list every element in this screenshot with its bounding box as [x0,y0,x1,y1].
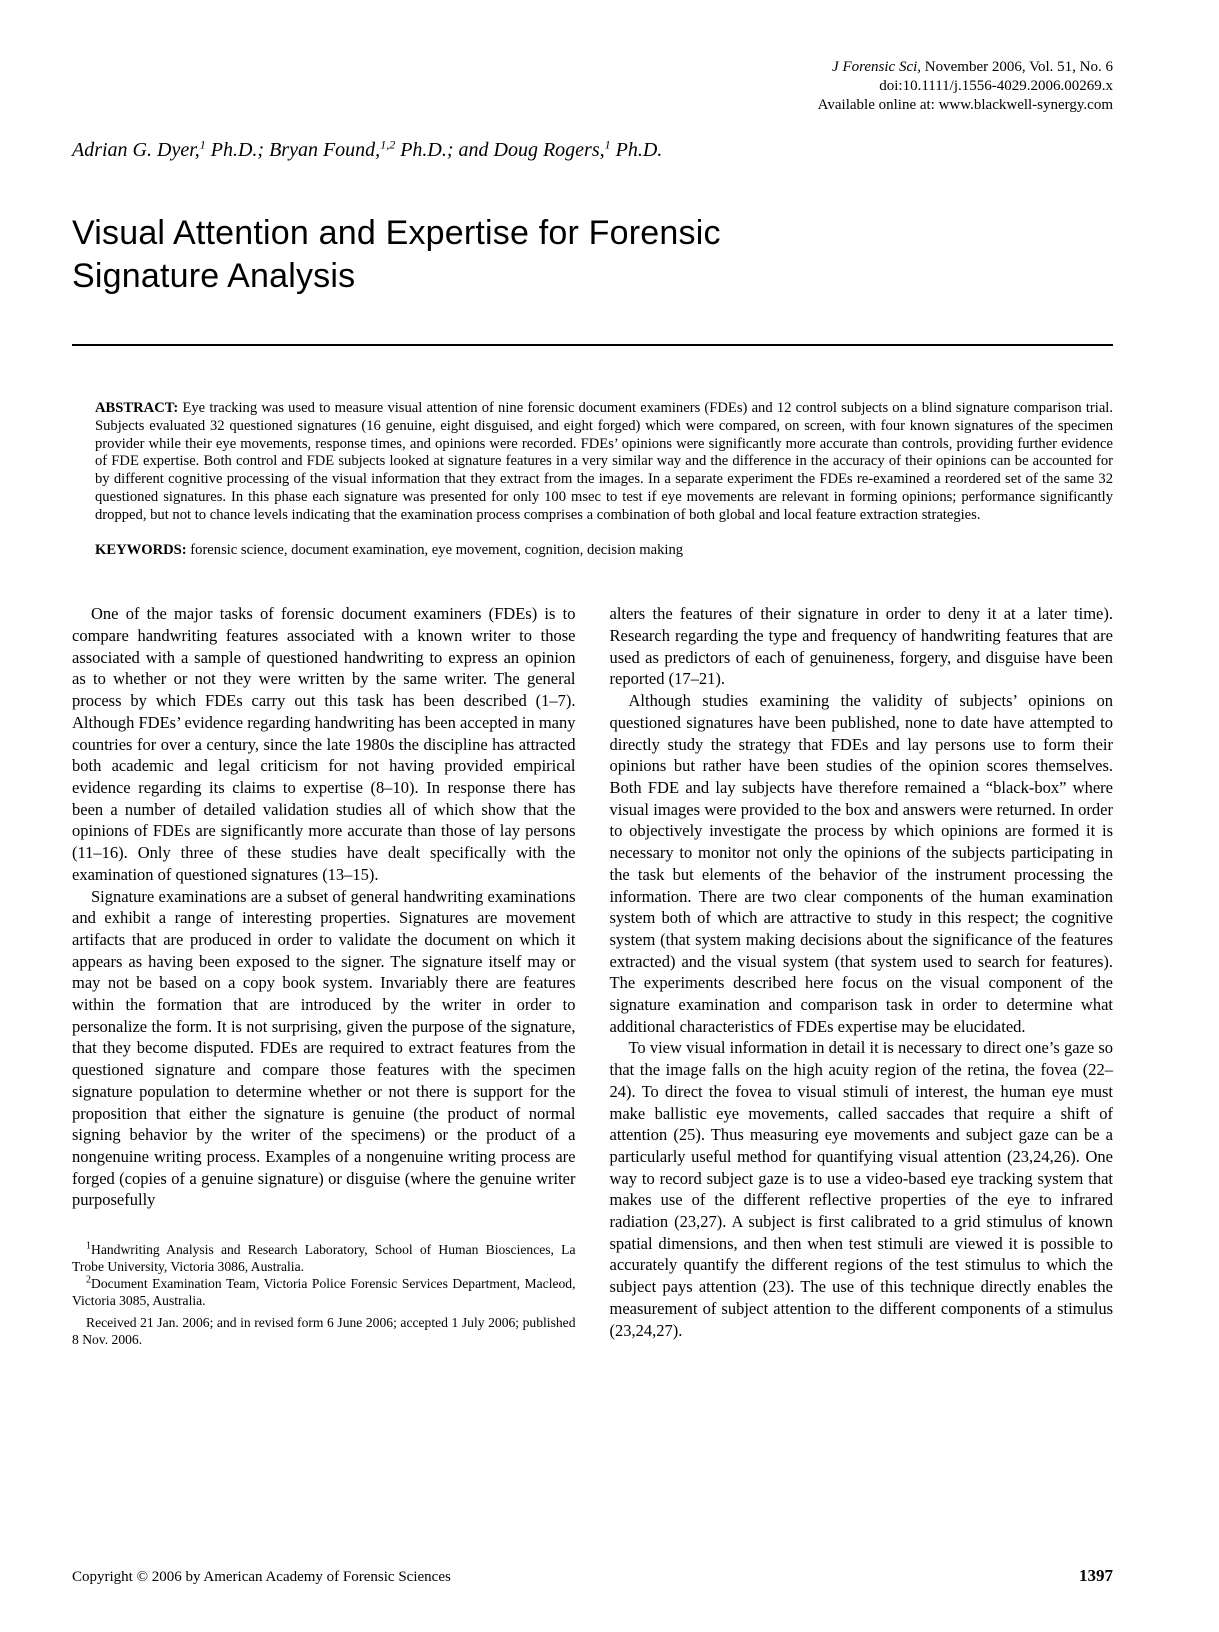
keywords-label: KEYWORDS: [95,541,187,558]
body-columns [72,603,1113,1348]
copyright-notice: Copyright © 2006 by American Academy of Forensic Sciences [72,1569,451,1585]
author-name: Ph.D.; Bryan Found, [205,139,381,161]
footnote-mark: 2 [86,1274,91,1286]
author-byline [72,139,1113,162]
abstract-label: ABSTRACT: [95,400,179,416]
footnotes-section [72,1241,576,1348]
doi-line: doi:10.1111/j.1556-4029.2006.00269.x [879,78,1113,94]
footnote-affiliation-2 [72,1275,576,1309]
page-number: 1397 [1079,1566,1113,1585]
footnote-affiliation-1 [72,1241,576,1275]
author-affiliation-mark: 1,2 [380,137,396,152]
body-paragraph: Signature examinations are a subset of general handwriting examinations and exhibit a range of interesting properties. Signatures are movement artifacts that are produced in order to validate the document on which it appears as having been exposed to the signer. The signature itself may or may not be based on a copy book system. Invariably there are features within the formation that are introduced by the writer in order to personalize the form. It is not surprising, given the purpose of the signature, that they become disputed. FDEs are required to extract features from the questioned signature and compare those features with the specimen signature population to determine whether or not there is support for the proposition that either the signature is genuine (the product of normal signing behavior by the writer of the specimens) or the product of a nongenuine writing process. Examples of a nongenuine writing process are forged (copies of a genuine signature) or disguise (where the genuine writer purposefully [72,886,576,1210]
body-paragraph: alters the features of their signature in order to deny it at a later time). Research regarding the type and frequency of handwriting features that are used as predictors of each of genuineness, forgery, and disguise have been reported (17–21). [609,604,1113,689]
journal-issue: November 2006, Vol. 51, No. 6 [921,59,1113,75]
abstract-section [95,400,1113,525]
left-column [72,603,576,1348]
body-paragraph: Although studies examining the validity of subjects’ opinions on questioned signatures have been published, none to date have attempted to directly study the strategy that FDEs and lay persons use to form their opinions but rather have been studies of the opinion scores themselves. Both FDE and lay subjects have therefore remained a “black-box” where visual images were provided to the box and answers were returned. In order to objectively investigate the process by which opinions are formed it is necessary to monitor not only the opinions of the subjects participating in the task but elements of the behavior of the instrument processing the information. There are two clear components of the human examination system both of which are attractive to study in this respect; the cognitive system (that system making decisions about the significance of the features extracted) and the visual system (that system used to search for features). The experiments described here focus on the visual component of the signature examination and comparison task in order to determine what additional characteristics of FDEs expertise may be elucidated. [609,691,1113,1036]
title-divider [72,344,1113,346]
author-affiliation-mark: 1 [199,137,206,152]
journal-citation-line [72,58,1113,77]
keywords-text: forensic science, document examination, eye movement, cognition, decision making [190,541,684,558]
journal-info [72,58,1113,115]
right-column [610,603,1114,1348]
journal-name: J Forensic Sci, [832,59,922,75]
keywords-section [95,542,1113,560]
footnote-text: Document Examination Team, Victoria Police Forensic Services Department, Macleod, Victoria 3085, Australia. [72,1276,576,1309]
body-paragraph: One of the major tasks of forensic document examiners (FDEs) is to compare handwriting features associated with a known writer to those associated with a sample of questioned handwriting to express an opinion as to whether or not they were written by the same writer. The general process by which FDEs carry out this task has been described (1–7). Although FDEs’ evidence regarding handwriting has been accepted in many countries for over a century, since the late 1980s the discipline has attracted both academic and legal criticism for not having provided empirical evidence regarding its claims to expertise (8–10). In response there has been a number of detailed validation studies all of which show that the opinions of FDEs are significantly more accurate than those of lay persons (11–16). Only three of these studies have dealt specifically with the examination of questioned signatures (13–15). [72,604,576,884]
author-affiliation-mark: 1 [604,137,611,152]
author-name: Ph.D.; and Doug Rogers, [395,139,605,161]
page-footer [72,1566,1113,1586]
body-paragraph: To view visual information in detail it is necessary to direct one’s gaze so that the image falls on the high acuity region of the retina, the fovea (22–24). To direct the fovea to visual stimuli of interest, the human eye must make ballistic eye movements, called saccades that require a shift of attention (25). Thus measuring eye movements and subject gaze can be a particularly useful method for quantifying visual attention (23,24,26). One way to record subject gaze is to use a video-based eye tracking system that makes use of the different reflective properties of the eye to infrared radiation (23,27). A subject is first calibrated to a grid stimulus of known spatial dimensions, and then when test stimuli are viewed it is possible to accurately quantify the different regions of the test stimulus to which the subject pays attention (23). The use of this technique directly enables the measurement of subject attention to the different components of a stimulus (23,24,27). [609,1038,1113,1340]
author-name: Adrian G. Dyer, [72,139,200,161]
page-title: Visual Attention and Expertise for Forensic Signature Analysis [72,214,721,295]
footnote-received-dates: Received 21 Jan. 2006; and in revised form 6 June 2006; accepted 1 July 2006; published 8 Nov. 2006. [72,1315,576,1348]
abstract-text: Eye tracking was used to measure visual attention of nine forensic document examiners (FDEs) and 12 control subjects on a blind signature comparison trial. Subjects evaluated 32 questioned signatures (16 genuine, eight disguised, and eight forged) which were compared, on screen, with four known signatures of the specimen provider while their eye movements, response times, and opinions were recorded. FDEs’ opinions were significantly more accurate than controls, providing further evidence of FDE expertise. Both control and FDE subjects looked at signature features in a very similar way and the difference in the accuracy of their opinions can be accounted for by different cognitive processing of the visual information that they extract from the images. In a separate experiment the FDEs re-examined a reordered set of the same 32 questioned signatures. In this phase each signature was presented for only 100 msec to test if eye movements are relevant in forming opinions; performance significantly dropped, but not to chance levels indicating that the examination process comprises a combination of both global and local feature extraction strategies. [95,400,1113,523]
author-degree: Ph.D. [610,139,663,161]
availability-line: Available online at: www.blackwell-synergy.com [817,97,1113,113]
footnote-text: Handwriting Analysis and Research Laboratory, School of Human Biosciences, La Trobe University, Victoria 3086, Australia. [72,1242,576,1275]
footnote-mark: 1 [86,1240,91,1252]
